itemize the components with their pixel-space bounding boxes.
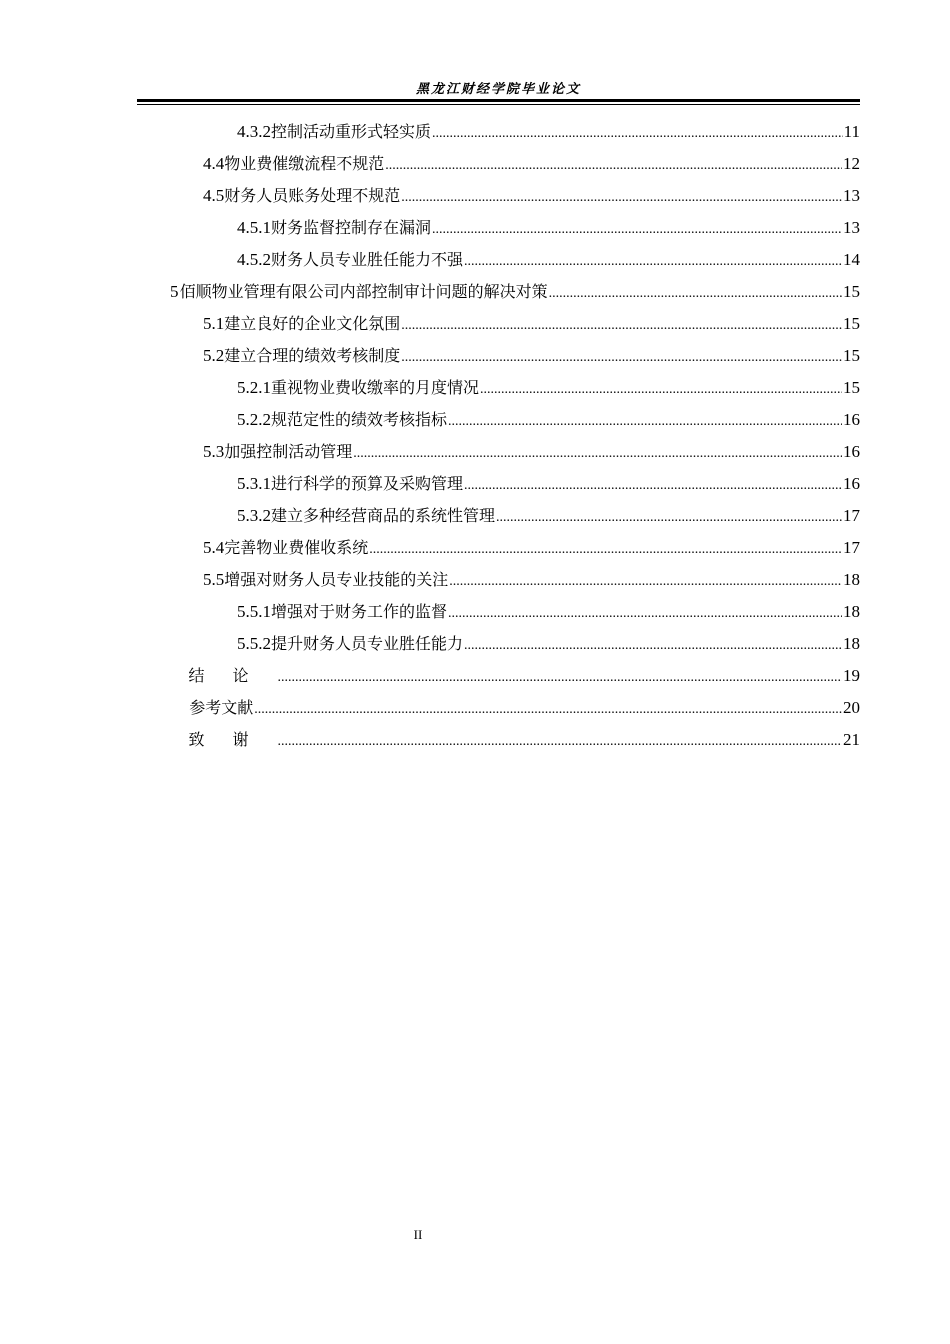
toc-dot-leader <box>464 247 842 277</box>
toc-entry-number: 4.5 <box>203 186 225 205</box>
toc-entry-page: 12 <box>843 154 860 173</box>
toc-dot-leader <box>278 727 842 757</box>
toc-entry-number: 5.5.1 <box>237 602 271 621</box>
toc-entry-number: 5 <box>170 282 179 301</box>
toc-entry-page: 16 <box>843 442 860 461</box>
toc-entry-label: 财务人员账务处理不规范 <box>224 186 401 205</box>
toc-entry-label: 结论 <box>188 666 277 685</box>
toc-entry[interactable] <box>203 309 860 339</box>
toc-entry-page: 18 <box>843 634 860 653</box>
footer-page-number: II <box>413 1227 423 1242</box>
toc-entry[interactable] <box>237 117 860 147</box>
toc-dot-leader <box>448 407 842 437</box>
toc-entry-page: 13 <box>843 186 860 205</box>
toc-entry[interactable] <box>237 629 860 659</box>
toc-entry-label: 完善物业费催收系统 <box>224 538 369 557</box>
toc-entry[interactable] <box>203 533 860 563</box>
toc-entry-number: 5.2.2 <box>237 410 271 429</box>
toc-entry-page: 17 <box>843 506 860 525</box>
toc-entry[interactable] <box>170 693 860 723</box>
toc-entry-number: 5.4 <box>203 538 225 557</box>
toc-entry-page: 21 <box>843 730 860 749</box>
toc-entry-label: 增强对财务人员专业技能的关注 <box>224 570 449 589</box>
header-rule-thick <box>137 99 860 102</box>
toc-entry[interactable] <box>203 341 860 371</box>
toc-entry-label: 佰顺物业管理有限公司内部控制审计问题的解决对策 <box>179 282 548 301</box>
toc-entry[interactable] <box>237 501 860 531</box>
toc-dot-leader <box>369 535 842 565</box>
toc-entry-page: 17 <box>843 538 860 557</box>
toc-entry[interactable] <box>237 405 860 435</box>
toc-entry[interactable] <box>237 245 860 275</box>
toc-dot-leader <box>449 567 842 597</box>
toc-entry-page: 11 <box>843 122 860 141</box>
toc-entry-label: 财务监督控制存在漏洞 <box>271 218 432 237</box>
toc-entry-page: 13 <box>843 218 860 237</box>
toc-entry-number: 5.2 <box>203 346 225 365</box>
toc-dot-leader <box>432 215 842 245</box>
toc-dot-leader <box>448 599 842 629</box>
header-rule-thin <box>137 104 860 105</box>
toc-entry-number: 4.5.2 <box>237 250 271 269</box>
toc-entry-number: 5.1 <box>203 314 225 333</box>
toc-entry-page: 14 <box>843 250 860 269</box>
toc-entry-number: 5.2.1 <box>237 378 271 397</box>
toc-entry-label: 建立多种经营商品的系统性管理 <box>271 506 496 525</box>
toc-entry[interactable] <box>237 597 860 627</box>
toc-entry-label: 控制活动重形式轻实质 <box>271 122 432 141</box>
toc-entry[interactable] <box>237 213 860 243</box>
toc-entry-page: 19 <box>843 666 860 685</box>
toc-entry-page: 15 <box>843 282 860 301</box>
toc-entry-number: 5.5.2 <box>237 634 271 653</box>
toc-entry-label: 规范定性的绩效考核指标 <box>271 410 448 429</box>
toc-entry-page: 16 <box>843 474 860 493</box>
toc-entry-number: 4.3.2 <box>237 122 271 141</box>
toc-entry-label: 致谢 <box>188 730 277 749</box>
toc-entry[interactable] <box>203 565 860 595</box>
toc-entry-label: 建立合理的绩效考核制度 <box>224 346 401 365</box>
toc-entry-number: 5.3.1 <box>237 474 271 493</box>
toc-entry[interactable] <box>170 277 860 307</box>
toc-entry[interactable] <box>170 661 860 691</box>
toc-dot-leader <box>401 311 842 341</box>
toc-entry-number: 4.4 <box>203 154 225 173</box>
toc-entry-number: 5.3 <box>203 442 225 461</box>
toc-entry-page: 15 <box>843 314 860 333</box>
toc-entry-label: 加强控制活动管理 <box>224 442 353 461</box>
toc-dot-leader <box>549 279 842 309</box>
toc-entry-number: 5.3.2 <box>237 506 271 525</box>
toc-dot-leader <box>496 503 842 533</box>
toc-dot-leader <box>385 151 842 181</box>
toc-dot-leader <box>464 631 842 661</box>
toc-entry-page: 16 <box>843 410 860 429</box>
toc-entry-label: 财务人员专业胜任能力不强 <box>271 250 464 269</box>
toc-entry-label: 物业费催缴流程不规范 <box>224 154 385 173</box>
header-title: 黑龙江财经学院毕业论文 <box>415 82 581 97</box>
toc-entry-page: 15 <box>843 378 860 397</box>
toc-dot-leader <box>278 663 842 693</box>
toc-entry-label: 重视物业费收缴率的月度情况 <box>271 378 480 397</box>
toc-entry[interactable] <box>203 437 860 467</box>
toc-entry[interactable] <box>237 373 860 403</box>
toc-entry-label: 增强对于财务工作的监督 <box>271 602 448 621</box>
toc-entry-page: 15 <box>843 346 860 365</box>
toc-dot-leader <box>432 119 843 149</box>
toc-entry-label: 参考文献 <box>189 698 254 717</box>
toc-dot-leader <box>464 471 842 501</box>
toc-entry[interactable] <box>170 725 860 755</box>
toc-entry-page: 20 <box>843 698 860 717</box>
toc-dot-leader <box>401 343 842 373</box>
toc-dot-leader <box>401 183 842 213</box>
toc-entry-label: 建立良好的企业文化氛围 <box>224 314 401 333</box>
toc-entry[interactable] <box>203 181 860 211</box>
toc-dot-leader <box>353 439 842 469</box>
toc-entry[interactable] <box>203 149 860 179</box>
toc-entry-number: 5.5 <box>203 570 225 589</box>
toc-dot-leader <box>480 375 842 405</box>
toc-entry[interactable] <box>237 469 860 499</box>
toc-entry-label: 提升财务人员专业胜任能力 <box>271 634 464 653</box>
toc-entry-page: 18 <box>843 602 860 621</box>
toc-dot-leader <box>254 695 842 725</box>
toc-entry-page: 18 <box>843 570 860 589</box>
toc-entry-number: 4.5.1 <box>237 218 271 237</box>
toc-entry-label: 进行科学的预算及采购管理 <box>271 474 464 493</box>
